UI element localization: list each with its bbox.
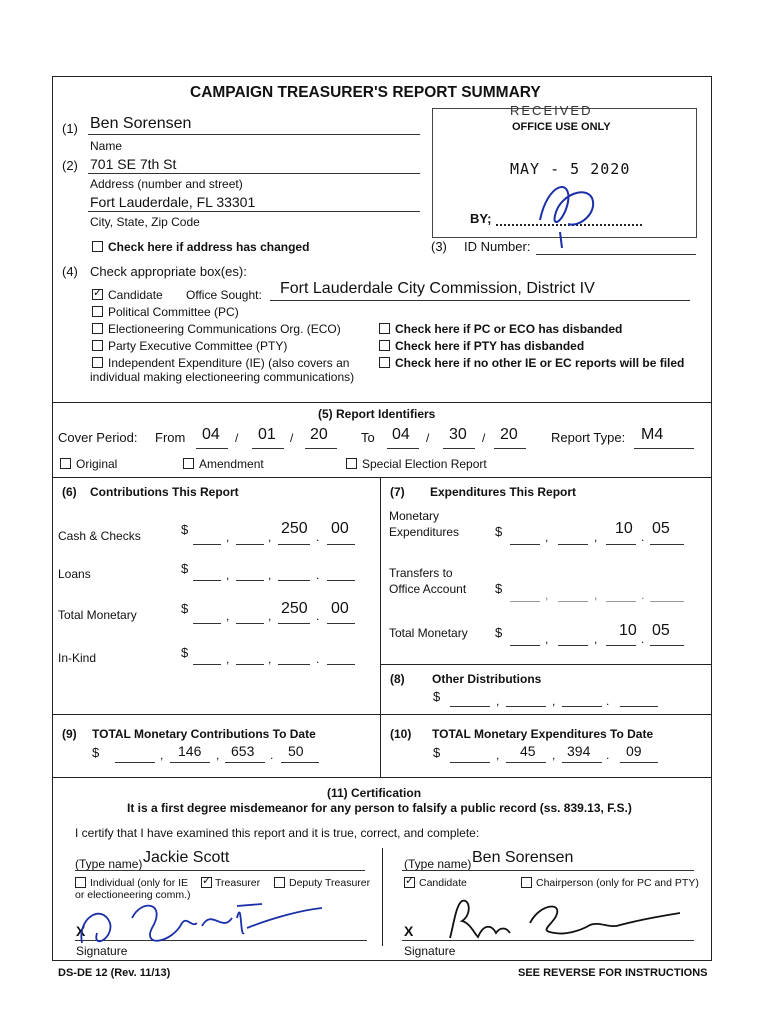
eco-checkbox[interactable] — [92, 323, 103, 334]
transfers-dollar-sign: $ — [495, 581, 503, 596]
pc-checkbox[interactable] — [92, 306, 103, 317]
to-slash-2: / — [482, 431, 486, 445]
divider-9-10-vertical — [380, 714, 381, 777]
candidate-name-value[interactable]: Ben Sorensen — [90, 115, 192, 132]
from-slash-2: / — [290, 431, 294, 445]
transfers-blank-3 — [606, 601, 636, 602]
city-value[interactable]: Fort Lauderdale, FL 33301 — [90, 194, 256, 210]
total-exp-dollar-sign: $ — [495, 625, 503, 640]
section4-num: (4) — [62, 264, 78, 279]
other-dist-comma-2: , — [552, 694, 556, 708]
other-dist-comma-1: , — [496, 694, 500, 708]
divider-8 — [380, 664, 712, 665]
certification-title: (11) Certification — [327, 786, 422, 800]
ytd-exp-comma-1: , — [496, 748, 500, 762]
stamp-office-use: OFFICE USE ONLY — [512, 121, 611, 133]
stamp-by: BY; — [470, 211, 492, 226]
deputy-treasurer-checkbox[interactable] — [274, 877, 285, 888]
form-number: DS-DE 12 (Rev. 11/13) — [58, 967, 171, 979]
total-contrib-dollar-sign: $ — [181, 601, 189, 616]
city-underline — [88, 211, 420, 212]
ytd-contrib-thousands-underline — [170, 762, 210, 763]
ytd-exp-blank-1 — [450, 762, 490, 763]
total-exp-blank-2 — [558, 645, 588, 646]
ytd-contrib-cents[interactable]: 50 — [288, 743, 304, 759]
total-monetary-exp-label: Total Monetary — [389, 626, 468, 640]
total-exp-cents-value[interactable]: 05 — [652, 622, 670, 639]
total-exp-cents-underline — [650, 645, 684, 646]
street-label: Address (number and street) — [90, 177, 243, 191]
section2-num: (2) — [62, 158, 78, 173]
divider-11 — [52, 777, 712, 778]
candidate-checkbox[interactable] — [92, 289, 103, 300]
total-monetary-contrib-label: Total Monetary — [58, 608, 137, 622]
monetary-exp-comma-2: , — [594, 530, 598, 544]
total-contrib-comma-1: , — [226, 609, 230, 623]
eco-label: Electioneering Communications Org. (ECO) — [108, 322, 341, 336]
section9-num: (9) — [62, 727, 77, 741]
total-exp-comma-2: , — [594, 632, 598, 646]
cash-dollars-underline — [278, 544, 310, 545]
original-label: Original — [76, 457, 118, 471]
ytd-exp-comma-2: , — [552, 748, 556, 762]
in-kind-comma-1: , — [226, 652, 230, 666]
section8-num: (8) — [390, 672, 405, 686]
other-dist-blank-4 — [620, 706, 658, 707]
monetary-exp-dollar-sign: $ — [495, 524, 503, 539]
monetary-exp-decimal: . — [641, 530, 645, 544]
special-election-checkbox[interactable] — [346, 458, 357, 469]
certify-statement: I certify that I have examined this report and it is true, correct, and complete: — [75, 826, 480, 840]
ytd-contrib-thousands[interactable]: 146 — [178, 743, 202, 759]
to-year[interactable]: 20 — [500, 426, 518, 443]
ytd-contrib-comma-2: , — [216, 748, 220, 762]
in-kind-blank-4 — [327, 664, 355, 665]
report-type-label: Report Type: — [551, 430, 626, 445]
total-exp-dollars-value[interactable]: 10 — [619, 622, 637, 639]
transfers-blank-1 — [510, 601, 540, 602]
total-contrib-to-date-title: TOTAL Monetary Contributions To Date — [92, 727, 316, 741]
section3-num: (3) — [431, 239, 447, 254]
divider-6 — [52, 477, 712, 478]
loans-blank-3 — [278, 580, 310, 581]
to-label: To — [361, 430, 375, 445]
transfers-comma-2: , — [594, 588, 598, 602]
ytd-contrib-ones-underline — [225, 762, 265, 763]
total-contrib-cents-underline — [327, 623, 355, 624]
from-month-underline — [196, 448, 228, 449]
monetary-exp-blank-2 — [558, 544, 588, 545]
cash-millions-blank — [193, 544, 221, 545]
city-label: City, State, Zip Code — [90, 215, 200, 229]
loans-blank-4 — [327, 580, 355, 581]
monetary-exp-cents-underline — [650, 544, 684, 545]
total-exp-to-date-title: TOTAL Monetary Expenditures To Date — [432, 727, 654, 741]
loans-blank-2 — [236, 580, 264, 581]
pty-label: Party Executive Committee (PTY) — [108, 339, 288, 353]
from-label: From — [155, 430, 186, 445]
divider-6-7-vertical — [380, 477, 381, 714]
chairperson-checkbox[interactable] — [521, 877, 532, 888]
monetary-exp-blank-1 — [510, 544, 540, 545]
monetary-exp-cents-value[interactable]: 05 — [652, 520, 670, 537]
disband-pty-label: Check here if PTY has disbanded — [395, 339, 585, 353]
to-month[interactable]: 04 — [392, 426, 410, 443]
loans-label: Loans — [58, 567, 91, 581]
monetary-exp-label-2: Expenditures — [389, 525, 460, 539]
individual-label-2: or electioneering comm.) — [75, 889, 191, 901]
total-contrib-decimal: . — [316, 609, 320, 623]
original-checkbox[interactable] — [60, 458, 71, 469]
transfers-blank-2 — [558, 601, 588, 602]
cash-dollars-value[interactable]: 250 — [281, 520, 308, 537]
candidate-signature-mark — [440, 893, 690, 948]
report-type-value[interactable]: M4 — [641, 426, 664, 443]
monetary-exp-comma-1: , — [545, 530, 549, 544]
to-slash-1: / — [426, 431, 430, 445]
stamp-initials-mark — [520, 172, 610, 252]
deputy-treasurer-label: Deputy Treasurer — [289, 877, 371, 889]
ytd-exp-ones-underline — [562, 762, 602, 763]
transfers-blank-4 — [650, 601, 684, 602]
ytd-exp-cents[interactable]: 09 — [626, 743, 642, 759]
treasurer-signature-mark — [72, 888, 332, 960]
in-kind-blank-2 — [236, 664, 264, 665]
in-kind-dollar-sign: $ — [181, 645, 189, 660]
amendment-checkbox[interactable] — [183, 458, 194, 469]
office-sought-value[interactable]: Fort Lauderdale City Commission, District IV — [280, 280, 595, 297]
form-title: CAMPAIGN TREASURER'S REPORT SUMMARY — [190, 84, 541, 101]
address-changed-checkbox[interactable] — [92, 241, 103, 252]
treasurer-checkbox[interactable] — [201, 877, 212, 888]
cash-cents-value[interactable]: 00 — [331, 520, 349, 537]
candidate-label: Candidate — [108, 288, 163, 302]
monetary-exp-dollars-underline — [606, 544, 636, 545]
other-dist-blank-1 — [450, 706, 490, 707]
total-contrib-blank-1 — [193, 623, 221, 624]
street-underline — [88, 173, 420, 174]
ytd-exp-decimal: . — [606, 748, 610, 762]
name-underline — [88, 134, 420, 135]
from-year[interactable]: 20 — [310, 426, 328, 443]
section6-num: (6) — [62, 485, 77, 499]
street-value[interactable]: 701 SE 7th St — [90, 156, 177, 172]
to-day[interactable]: 30 — [449, 426, 467, 443]
office-sought-underline — [270, 300, 690, 301]
id-number-underline — [536, 254, 696, 255]
total-exp-blank-1 — [510, 645, 540, 646]
from-month[interactable]: 04 — [202, 426, 220, 443]
loans-comma-1: , — [226, 568, 230, 582]
expenditures-title: Expenditures This Report — [430, 485, 577, 499]
other-dist-blank-2 — [506, 706, 546, 707]
to-month-underline — [387, 448, 419, 449]
ytd-exp-thousands[interactable]: 45 — [520, 743, 536, 759]
from-year-underline — [305, 448, 337, 449]
to-year-underline — [494, 448, 526, 449]
in-kind-label: In-Kind — [58, 651, 97, 665]
in-kind-blank-1 — [193, 664, 221, 665]
transfers-comma-1: , — [545, 588, 549, 602]
no-other-reports-label: Check here if no other IE or EC reports will be filed — [395, 356, 685, 370]
divider-9 — [52, 714, 712, 715]
ytd-contrib-comma-1: , — [160, 748, 164, 762]
stamp-date: MAY - 5 2020 — [510, 160, 631, 178]
right-signature-x: X — [404, 923, 414, 939]
right-signature-label: Signature — [404, 944, 456, 958]
see-reverse-note: SEE REVERSE FOR INSTRUCTIONS — [518, 967, 708, 979]
cash-dollar-sign: $ — [181, 522, 189, 537]
section7-num: (7) — [390, 485, 405, 499]
from-slash-1: / — [235, 431, 239, 445]
section10-num: (10) — [390, 727, 412, 741]
ytd-exp-dollar-sign: $ — [433, 745, 441, 760]
cover-period-label: Cover Period: — [58, 430, 138, 445]
amendment-label: Amendment — [199, 457, 264, 471]
check-boxes-label: Check appropriate box(es): — [90, 264, 247, 279]
individual-label-1: Individual (only for IE — [90, 877, 189, 889]
cash-thousands-blank — [236, 544, 264, 545]
left-signature-label: Signature — [76, 944, 128, 958]
disband-pc-checkbox[interactable] — [379, 323, 390, 334]
left-type-name-label: (Type name) — [75, 857, 143, 871]
transfers-label-1: Transfers to — [389, 566, 453, 580]
name-label: Name — [90, 139, 123, 153]
cash-comma-2: , — [268, 530, 272, 544]
loans-decimal: . — [316, 568, 320, 582]
from-day[interactable]: 01 — [258, 426, 276, 443]
in-kind-decimal: . — [316, 652, 320, 666]
right-type-name-label: (Type name) — [404, 857, 472, 871]
ie-label-line2: individual making electioneering communications) — [90, 370, 355, 384]
other-dist-blank-3 — [562, 706, 602, 707]
from-day-underline — [252, 448, 284, 449]
left-name-underline — [75, 870, 365, 871]
total-contrib-dollars-value[interactable]: 250 — [281, 600, 308, 617]
treasurer-name-value[interactable]: Jackie Scott — [143, 849, 230, 866]
transfers-decimal: . — [641, 588, 645, 602]
special-election-label: Special Election Report — [362, 457, 487, 471]
pty-checkbox[interactable] — [92, 340, 103, 351]
total-exp-dollars-underline — [606, 645, 636, 646]
in-kind-blank-3 — [278, 664, 310, 665]
chairperson-label: Chairperson (only for PC and PTY) — [536, 877, 699, 889]
monetary-exp-label-1: Monetary — [389, 509, 440, 523]
treasurer-label: Treasurer — [215, 877, 261, 889]
office-sought-label: Office Sought: — [186, 288, 262, 302]
ytd-exp-thousands-underline — [506, 762, 546, 763]
total-exp-decimal: . — [641, 632, 645, 646]
total-contrib-blank-2 — [236, 623, 264, 624]
ytd-contrib-dollar-sign: $ — [92, 745, 100, 760]
divider-5 — [52, 402, 712, 403]
ytd-contrib-decimal: . — [270, 748, 274, 762]
total-contrib-dollars-underline — [278, 623, 310, 624]
report-identifiers-title: (5) Report Identifiers — [318, 407, 436, 421]
certification-divider — [382, 848, 383, 946]
other-distributions-title: Other Distributions — [432, 672, 542, 686]
total-contrib-cents-value[interactable]: 00 — [331, 600, 349, 617]
ytd-contrib-cents-underline — [281, 762, 319, 763]
in-kind-comma-2: , — [268, 652, 272, 666]
candidate-signer-checkbox[interactable] — [404, 877, 415, 888]
loans-blank-1 — [193, 580, 221, 581]
loans-dollar-sign: $ — [181, 561, 189, 576]
ie-label-line1: Independent Expenditure (IE) (also covers an — [108, 356, 350, 370]
candidate-signer-label: Candidate — [419, 877, 467, 889]
section1-num: (1) — [62, 121, 78, 136]
transfers-label-2: Office Account — [389, 582, 467, 596]
no-other-reports-checkbox[interactable] — [379, 357, 390, 368]
certification-warning: It is a first degree misdemeanor for any person to falsify a public record (ss. 839.13, F.S.) — [127, 801, 632, 815]
other-dist-decimal: . — [606, 694, 610, 708]
individual-checkbox[interactable] — [75, 877, 86, 888]
stamp-received: RECEIVED — [510, 103, 593, 118]
ie-checkbox[interactable] — [92, 357, 103, 368]
disband-pc-label: Check here if PC or ECO has disbanded — [395, 322, 623, 336]
total-contrib-comma-2: , — [268, 609, 272, 623]
loans-comma-2: , — [268, 568, 272, 582]
ytd-exp-cents-underline — [620, 762, 658, 763]
contributions-title: Contributions This Report — [90, 485, 239, 499]
pc-label: Political Committee (PC) — [108, 305, 239, 319]
disband-pty-checkbox[interactable] — [379, 340, 390, 351]
cash-cents-underline — [327, 544, 355, 545]
ytd-exp-ones[interactable]: 394 — [567, 743, 591, 759]
cash-checks-label: Cash & Checks — [58, 529, 141, 543]
other-dist-dollar-sign: $ — [433, 689, 441, 704]
cash-decimal: . — [316, 530, 320, 544]
report-type-underline — [634, 448, 694, 449]
right-name-underline — [402, 870, 694, 871]
ytd-contrib-blank-1 — [115, 762, 155, 763]
cash-comma-1: , — [226, 530, 230, 544]
total-exp-comma-1: , — [545, 632, 549, 646]
ytd-contrib-ones[interactable]: 653 — [231, 743, 255, 759]
left-signature-x: X — [76, 923, 86, 939]
to-day-underline — [443, 448, 475, 449]
monetary-exp-dollars-value[interactable]: 10 — [615, 520, 633, 537]
id-number-label: ID Number: — [464, 239, 531, 254]
address-changed-label: Check here if address has changed — [108, 240, 310, 254]
candidate-signer-name-value[interactable]: Ben Sorensen — [472, 849, 574, 866]
